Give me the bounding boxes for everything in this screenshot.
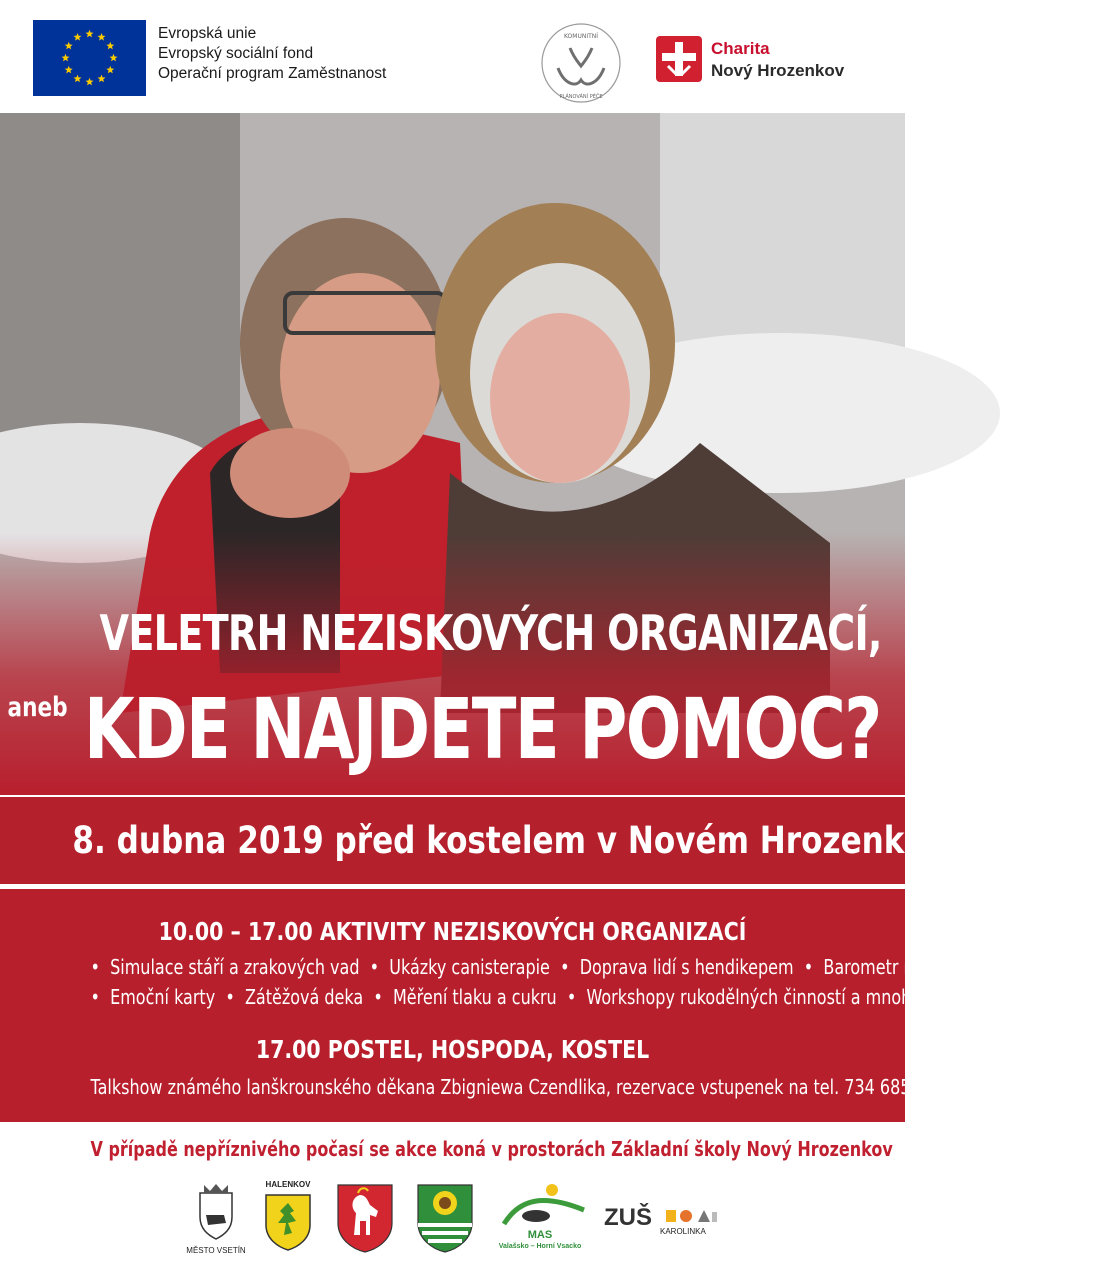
activity-item: • Ukázky canisterapie — [359, 955, 549, 979]
svg-text:KOMUNITNÍ: KOMUNITNÍ — [563, 33, 599, 40]
eu-star-icon — [86, 30, 94, 38]
date-place-text: 8. dubna 2019 před kostelem v Novém Hrozenkově — [72, 819, 967, 862]
svg-text:PLÁNOVÁNÍ PÉČE: PLÁNOVÁNÍ PÉČE — [559, 94, 603, 100]
halenkov-coat-of-arms-icon — [264, 1193, 312, 1251]
program-heading-1: 10.00 – 17.00 AKTIVITY NEZISKOVÝCH ORGANIZACÍ — [158, 917, 747, 946]
eu-flag-icon — [33, 20, 146, 96]
eu-line-1: Evropská unie — [158, 25, 257, 42]
eu-funding-text — [158, 24, 386, 84]
community-planning-logo — [540, 22, 622, 104]
program-section — [0, 889, 958, 1122]
activity-item: • Zátěžová deka — [215, 985, 363, 1009]
zus-art-icons — [664, 1206, 718, 1226]
vsetin-caption: MĚSTO VSETÍN — [186, 1246, 246, 1255]
activity-item: • Workshopy rukodělných činností a mnohé jiné — [557, 985, 955, 1009]
zus-caption: KAROLINKA — [660, 1227, 706, 1236]
date-place-band — [0, 795, 967, 887]
activities-row-1 — [91, 955, 958, 979]
activity-item: • Simulace stáří a zrakových vad — [91, 955, 360, 979]
charita-logo-text — [711, 38, 844, 82]
weather-note: V případě nepříznivého počasí se akce koná v prostorách Základní školy Nový Hrozenkov — [90, 1137, 893, 1161]
program-heading-2: 17.00 POSTEL, HOSPODA, KOSTEL — [255, 1035, 650, 1064]
mas-text: MAS — [527, 1229, 553, 1241]
eu-star-icon — [110, 54, 118, 62]
title-connector: aneb — [7, 692, 68, 723]
eu-star-icon — [98, 75, 106, 83]
eu-star-icon — [86, 78, 94, 86]
eu-star-icon — [74, 75, 82, 83]
mas-caption: Valašsko – Horní Vsacko — [498, 1243, 582, 1250]
eu-star-icon — [65, 42, 73, 50]
title-line-2: KDE NAJDETE POMOC? — [83, 680, 881, 778]
activity-item: • Doprava lidí s hendikepem — [550, 955, 794, 979]
eu-star-icon — [65, 66, 73, 74]
sunflower-coat-of-arms-icon — [416, 1183, 474, 1253]
charita-name: Charita — [711, 39, 770, 58]
eu-line-3: Operační program Zaměstnanost — [158, 65, 387, 82]
eu-star-icon — [74, 33, 82, 41]
eu-star-icon — [62, 54, 70, 62]
eu-star-icon — [106, 42, 114, 50]
activity-item: • Emoční karty — [91, 985, 216, 1009]
talkshow-text: Talkshow známého lanškrounského děkana Zbigniewa Czendlika, rezervace vstupenek na tel. 734 685 464 — [90, 1075, 947, 1099]
activities-row-2 — [91, 985, 956, 1009]
novy-hrozenkov-coat-of-arms-icon — [336, 1183, 394, 1253]
zus-text: ZUŠ — [604, 1204, 652, 1231]
title-line-1: VELETRH NEZISKOVÝCH ORGANIZACÍ, — [99, 605, 882, 662]
eu-star-icon — [106, 66, 114, 74]
activity-item: • Měření tlaku a cukru — [363, 985, 557, 1009]
activity-item: • Barometr nálady — [794, 955, 958, 979]
title-line-2-wrap — [0, 680, 905, 778]
vsetin-coat-of-arms-icon — [194, 1183, 238, 1245]
eu-line-2: Evropský sociální fond — [158, 45, 314, 62]
charita-cross-icon — [656, 36, 702, 82]
eu-star-icon — [98, 33, 106, 41]
charita-location: Nový Hrozenkov — [711, 61, 845, 80]
halenkov-caption: HALENKOV — [265, 1180, 311, 1189]
header-logos-bar — [0, 0, 905, 113]
